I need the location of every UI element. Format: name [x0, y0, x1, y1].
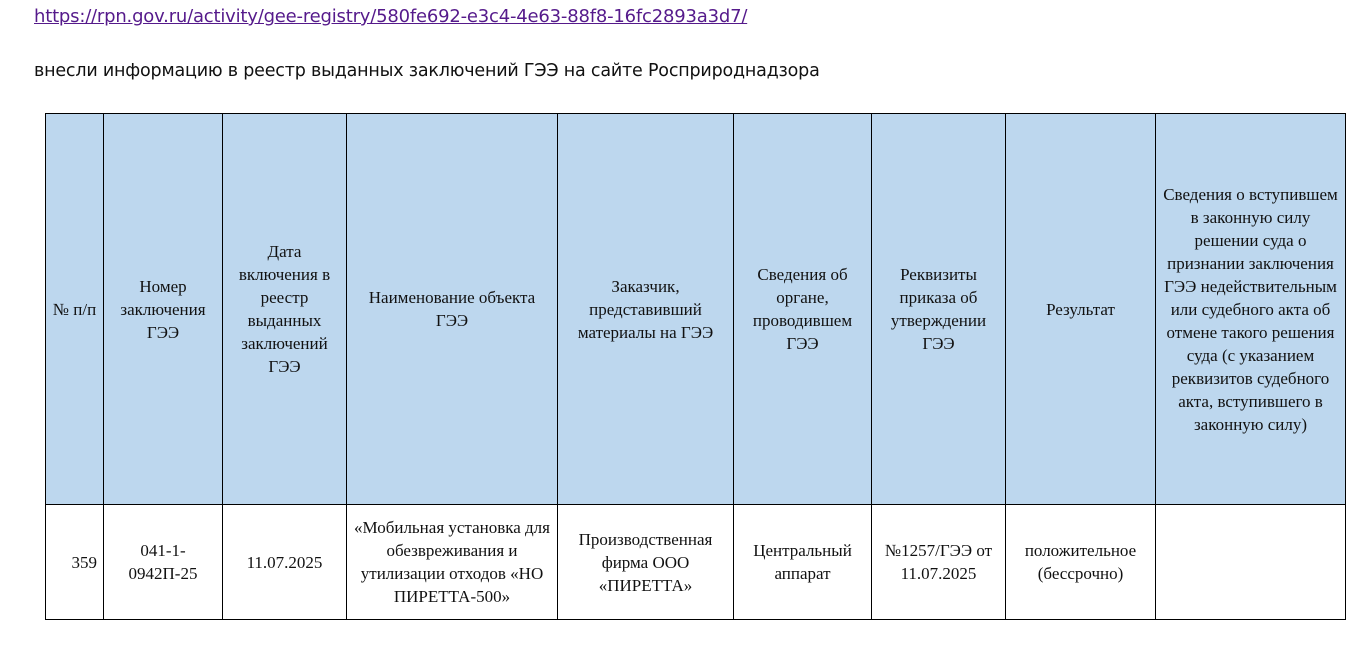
cell-authority: Центральный аппарат [734, 505, 872, 620]
cell-conclusion-number: 041-1-0942П-25 [104, 505, 223, 620]
header-date: Дата включения в реестр выданных заключений ГЭЭ [223, 114, 347, 505]
table-row [46, 505, 1346, 620]
cell-object-name: «Мобильная установка для обезвреживания и утилизации отходов «НО ПИРЕТТА-500» [347, 505, 558, 620]
header-authority: Сведения об органе, проводившем ГЭЭ [734, 114, 872, 505]
cell-customer: Производственная фирма ООО «ПИРЕТТА» [558, 505, 734, 620]
header-customer: Заказчик, представивший материалы на ГЭЭ [558, 114, 734, 505]
header-num: № п/п [46, 114, 104, 505]
cell-num: 359 [46, 505, 104, 620]
cell-date: 11.07.2025 [223, 505, 347, 620]
cell-order-details: №1257/ГЭЭ от 11.07.2025 [872, 505, 1006, 620]
header-result: Результат [1006, 114, 1156, 505]
gee-registry-table [45, 113, 1346, 620]
intro-text: внесли информацию в реестр выданных заключений ГЭЭ на сайте Росприроднадзора [34, 61, 820, 81]
header-order-details: Реквизиты приказа об утверждении ГЭЭ [872, 114, 1006, 505]
registry-link[interactable]: https://rpn.gov.ru/activity/gee-registry/580fe692-e3c4-4e63-88f8-16fc2893a3d7/ [34, 6, 748, 27]
header-object-name: Наименование объекта ГЭЭ [347, 114, 558, 505]
table-header-row [46, 114, 1346, 505]
header-court-info: Сведения о вступившем в законную силу решении суда о признании заключения ГЭЭ недействительным или судебного акта об отмене такого решения суда (с указанием реквизитов судебного акта, вступившего в законную силу) [1156, 114, 1346, 505]
cell-result: положительное (бессрочно) [1006, 505, 1156, 620]
cell-court-info [1156, 505, 1346, 620]
header-conclusion-number: Номер заключения ГЭЭ [104, 114, 223, 505]
